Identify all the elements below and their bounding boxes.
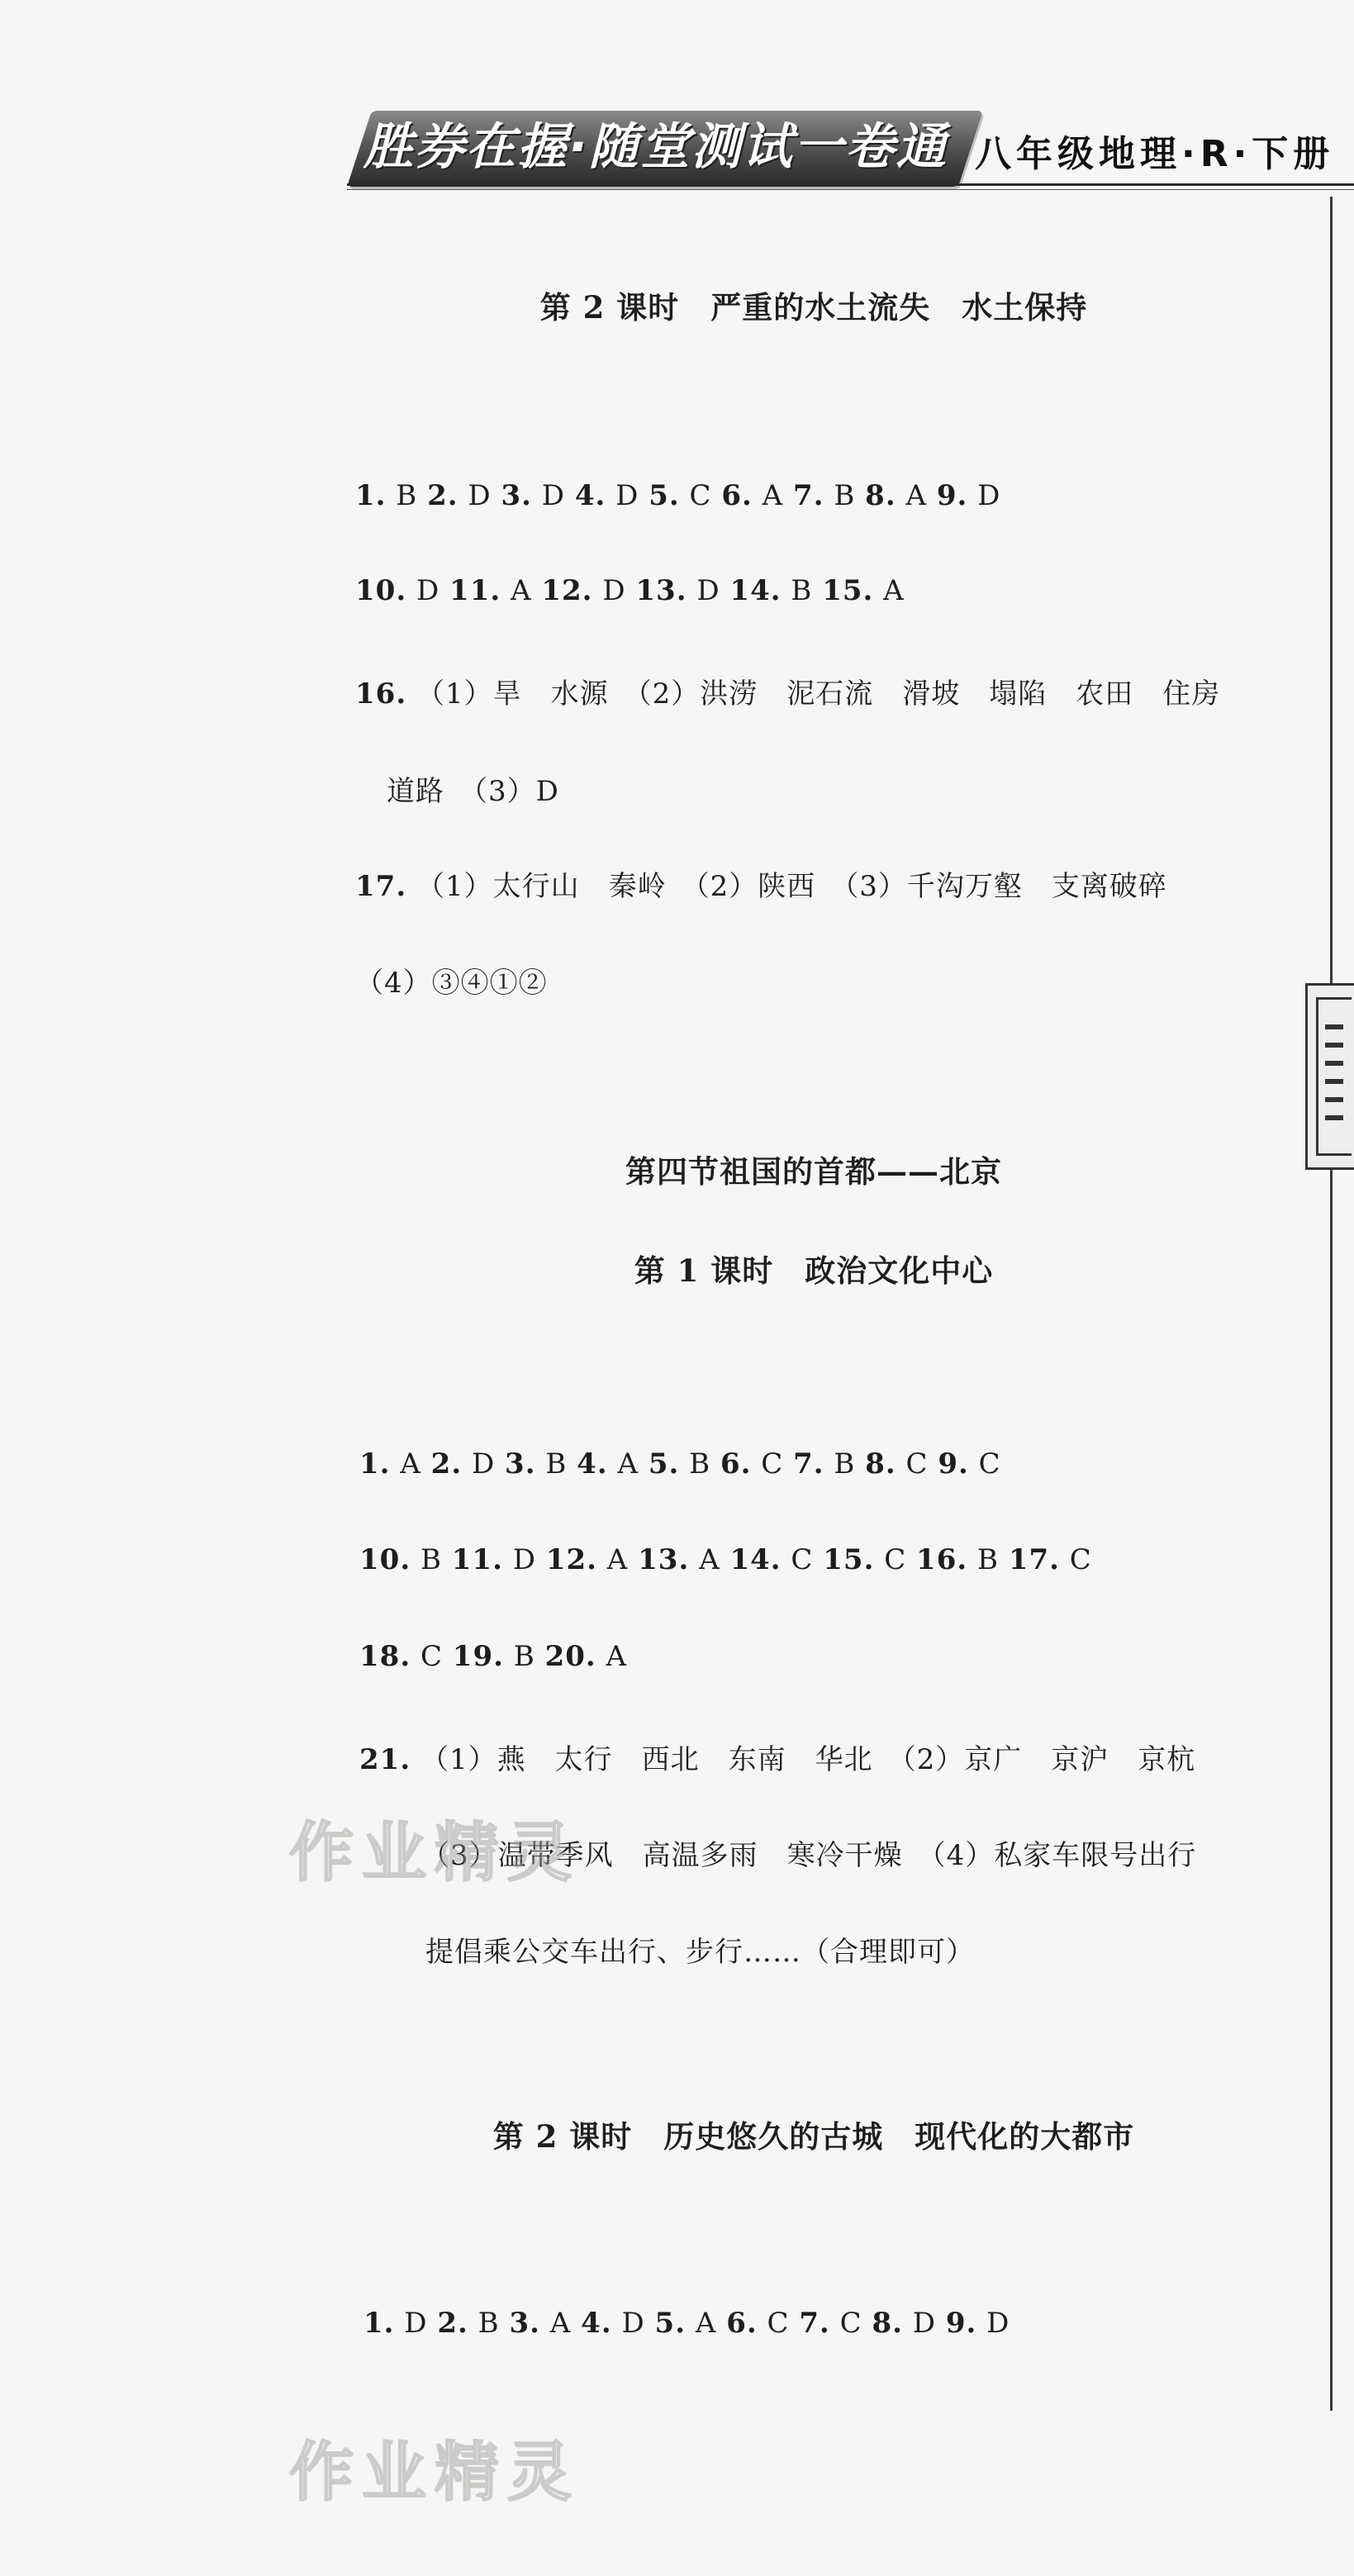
question-number: 11. bbox=[449, 574, 501, 607]
answer-text: D bbox=[458, 479, 501, 512]
question-number: 5. bbox=[648, 479, 680, 512]
answer-text: C bbox=[1059, 1543, 1092, 1576]
answer-text: C bbox=[968, 1447, 1001, 1480]
question-number: 13. bbox=[638, 1543, 690, 1576]
answer-text: A bbox=[689, 1543, 730, 1576]
answer-text: （1）旱 水源 （2）洪涝 泥石流 滑坡 塌陷 农田 住房 bbox=[406, 677, 1221, 711]
question-number: 4. bbox=[581, 2307, 612, 2340]
answer-text: D bbox=[976, 2307, 1010, 2340]
question-number: 8. bbox=[872, 2307, 903, 2340]
question-number: 11. bbox=[451, 1543, 503, 1576]
answer-text: C bbox=[751, 1447, 794, 1480]
question-number: 14. bbox=[729, 574, 782, 607]
question-number: 9. bbox=[936, 479, 968, 512]
question-number: 1. bbox=[359, 1447, 391, 1480]
answer-line bbox=[355, 960, 548, 1000]
answer-text: D bbox=[606, 479, 649, 512]
question-number: 5. bbox=[648, 1447, 680, 1480]
answer-text: （1）太行山 秦岭 （2）陕西 （3）千沟万壑 支离破碎 bbox=[406, 870, 1167, 903]
question-number: 17. bbox=[355, 870, 407, 903]
answer-text: A bbox=[596, 1543, 639, 1576]
question-number: 17. bbox=[1008, 1543, 1060, 1576]
question-number: 19. bbox=[452, 1640, 504, 1673]
section-title: 第 2 课时 严重的水土流失 水土保持 bbox=[539, 289, 1088, 326]
answer-line bbox=[359, 1447, 1001, 1480]
answer-text: A bbox=[501, 574, 542, 607]
answer-text: D bbox=[611, 2307, 655, 2340]
answer-text: （1）燕 太行 西北 东南 华北 （2）京广 京沪 京杭 bbox=[411, 1743, 1196, 1776]
question-number: 9. bbox=[945, 2307, 977, 2340]
answer-text: B bbox=[679, 1447, 720, 1480]
question-number: 3. bbox=[509, 2307, 540, 2340]
header-divider-thin bbox=[347, 189, 1354, 190]
answer-text: A bbox=[873, 574, 905, 607]
question-number: 1. bbox=[363, 2307, 395, 2340]
answer-line bbox=[359, 1737, 1195, 1777]
answer-text: （4）③④①② bbox=[355, 967, 548, 1000]
answer-text: B bbox=[824, 479, 866, 512]
answer-text: B bbox=[967, 1543, 1009, 1576]
answer-text: C bbox=[829, 2307, 872, 2340]
question-number: 6. bbox=[726, 2307, 758, 2340]
answer-text: A bbox=[539, 2307, 582, 2340]
question-number: 4. bbox=[577, 1447, 608, 1480]
question-number: 7. bbox=[799, 2307, 830, 2340]
question-number: 15. bbox=[822, 574, 874, 607]
question-number: 16. bbox=[916, 1543, 968, 1576]
answer-text: D bbox=[502, 1543, 546, 1576]
answer-text: D bbox=[967, 479, 1001, 512]
answer-line bbox=[355, 479, 1000, 512]
answer-text: D bbox=[902, 2307, 946, 2340]
question-number: 6. bbox=[721, 479, 753, 512]
answer-text: A bbox=[596, 1640, 628, 1673]
question-number: 6. bbox=[720, 1447, 752, 1480]
page-header bbox=[347, 99, 1354, 190]
answer-text: D bbox=[406, 574, 450, 607]
answer-text: B bbox=[468, 2307, 510, 2340]
answer-text: B bbox=[781, 574, 823, 607]
answer-line bbox=[363, 2307, 1010, 2340]
answer-text: D bbox=[462, 1447, 506, 1480]
question-number: 20. bbox=[544, 1640, 596, 1673]
answer-text: C bbox=[679, 479, 722, 512]
answer-text: C bbox=[896, 1447, 938, 1480]
question-number: 5. bbox=[654, 2307, 687, 2340]
answer-line bbox=[355, 863, 1167, 904]
answer-text: B bbox=[503, 1640, 545, 1673]
answer-text: B bbox=[824, 1447, 866, 1480]
answer-text: C bbox=[781, 1543, 824, 1576]
question-number: 2. bbox=[427, 479, 458, 512]
answer-line bbox=[355, 574, 905, 607]
answer-text: B bbox=[386, 479, 428, 512]
question-number: 8. bbox=[865, 1447, 896, 1480]
answer-text: A bbox=[390, 1447, 431, 1480]
question-number: 4. bbox=[574, 479, 606, 512]
question-number: 10. bbox=[359, 1543, 411, 1576]
answer-text: A bbox=[752, 479, 794, 512]
question-number: 12. bbox=[541, 574, 593, 607]
question-number: 3. bbox=[501, 479, 532, 512]
question-number: 3. bbox=[505, 1447, 536, 1480]
grade-label: 八年级地理·R·下册 bbox=[975, 133, 1335, 175]
question-number: 12. bbox=[545, 1543, 597, 1576]
margin-line bbox=[1330, 197, 1333, 2411]
watermark: 作业精灵 bbox=[289, 1816, 581, 1890]
question-number: 10. bbox=[355, 574, 407, 607]
question-number: 9. bbox=[938, 1447, 969, 1480]
banner-title: 胜券在握·随堂测试一卷通 bbox=[363, 118, 948, 176]
section-title: 第 2 课时 历史悠久的古城 现代化的大都市 bbox=[492, 2118, 1135, 2155]
answer-text: D bbox=[394, 2307, 438, 2340]
watermark: 作业精灵 bbox=[289, 2436, 581, 2510]
answer-text: C bbox=[757, 2307, 800, 2340]
answer-text: 道路 （3）D bbox=[387, 775, 559, 808]
answer-text: D bbox=[531, 479, 575, 512]
question-number: 8. bbox=[865, 479, 896, 512]
answer-text: A bbox=[607, 1447, 648, 1480]
answer-line bbox=[355, 671, 1220, 711]
question-number: 13. bbox=[635, 574, 687, 607]
answer-line bbox=[359, 1543, 1092, 1576]
question-number: 18. bbox=[359, 1640, 411, 1673]
answer-text: D bbox=[592, 574, 636, 607]
answer-text: D bbox=[687, 574, 730, 607]
answer-text: A bbox=[686, 2307, 727, 2340]
answer-text: 提倡乘公交车出行、步行……（合理即可） bbox=[425, 1936, 975, 1969]
question-number: 21. bbox=[359, 1743, 411, 1776]
header-divider bbox=[347, 183, 1354, 186]
question-number: 2. bbox=[437, 2307, 468, 2340]
answer-text: B bbox=[535, 1447, 577, 1480]
answer-text: C bbox=[874, 1543, 917, 1576]
lesson-title: 第 1 课时 政治文化中心 bbox=[634, 1252, 994, 1289]
answer-text: C bbox=[411, 1640, 453, 1673]
question-number: 7. bbox=[793, 1447, 824, 1480]
answer-text: （3）温带季风 高温多雨 寒冷干燥 （4）私家车限号出行 bbox=[421, 1839, 1197, 1872]
answer-line bbox=[387, 768, 559, 809]
answer-text: B bbox=[411, 1543, 452, 1576]
question-number: 16. bbox=[355, 677, 407, 711]
section-title: 第四节祖国的首都——北京 bbox=[625, 1153, 1002, 1190]
answer-line bbox=[425, 1929, 975, 1970]
question-number: 15. bbox=[823, 1543, 875, 1576]
answer-text: A bbox=[896, 479, 937, 512]
question-number: 7. bbox=[793, 479, 824, 512]
answer-line bbox=[359, 1640, 627, 1673]
side-tab-ornament bbox=[1305, 983, 1354, 1170]
question-number: 14. bbox=[729, 1543, 782, 1576]
question-number: 1. bbox=[355, 479, 387, 512]
question-number: 2. bbox=[430, 1447, 463, 1480]
